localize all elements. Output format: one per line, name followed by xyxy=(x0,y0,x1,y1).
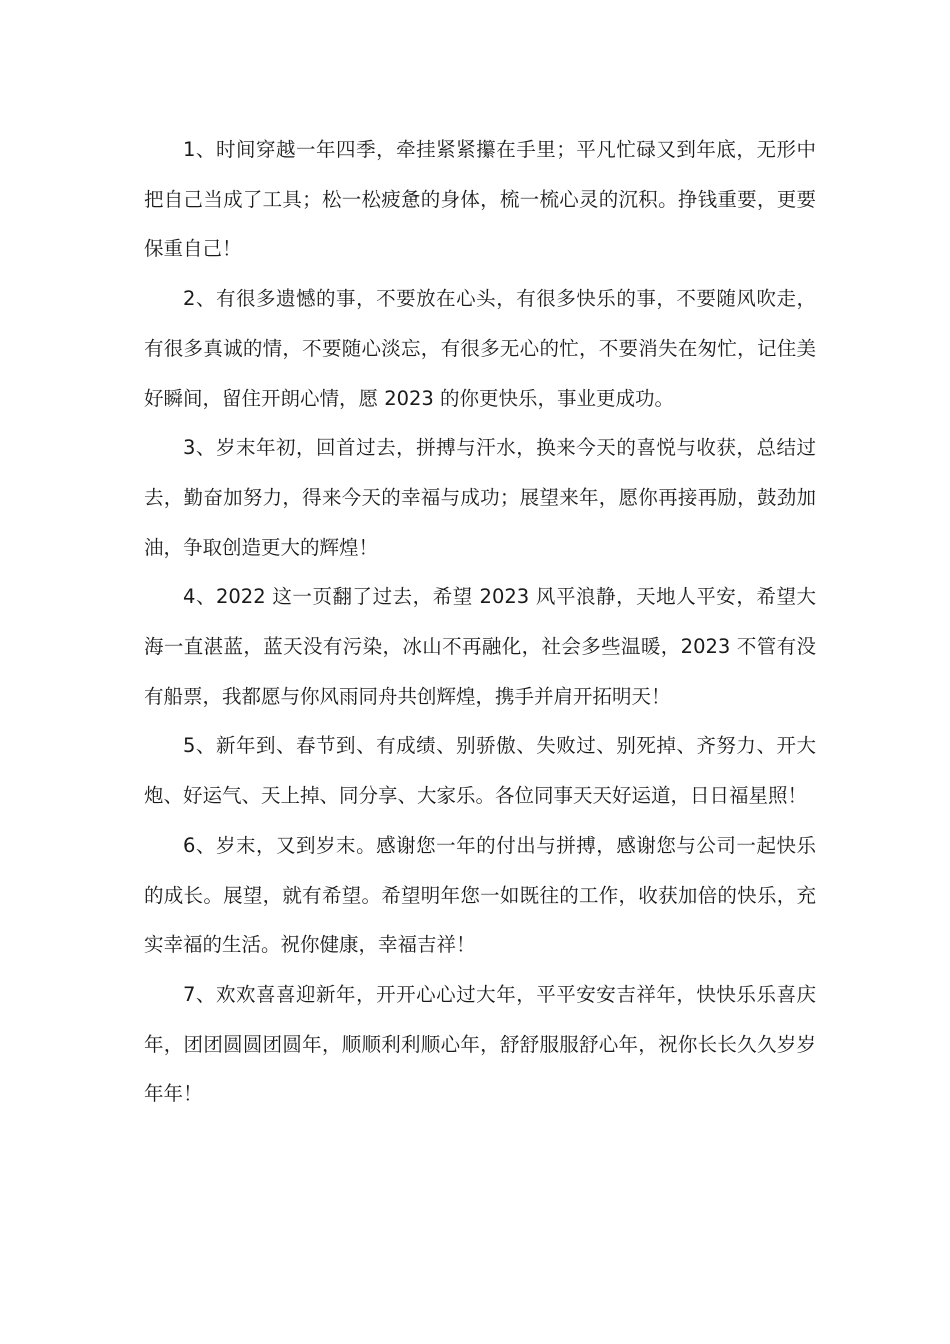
paragraph-1: 1、时间穿越一年四季，牵挂紧紧攥在手里；平凡忙碌又到年底，无形中把自己当成了工具；松一松疲惫的身体，梳一梳心灵的沉积。挣钱重要，更要保重自己！ xyxy=(144,138,816,261)
paragraph-2: 2、有很多遗憾的事，不要放在心头，有很多快乐的事，不要随风吹走，有很多真诚的情，不要随心淡忘，有很多无心的忙，不要消失在匆忙，记住美好瞬间，留住开朗心情，愿 2023 的你更快乐，事业更成功。 xyxy=(144,287,816,410)
paragraph-6: 6、岁末，又到岁末。感谢您一年的付出与拼搏，感谢您与公司一起快乐的成长。展望，就有希望。希望明年您一如既往的工作，收获加倍的快乐，充实幸福的生活。祝你健康，幸福吉祥！ xyxy=(144,833,816,957)
paragraph-3: 3、岁末年初，回首过去，拼搏与汗水，换来今天的喜悦与收获，总结过去，勤奋加努力，得来今天的幸福与成功；展望来年，愿你再接再励，鼓劲加油，争取创造更大的辉煌！ xyxy=(144,436,816,559)
paragraph-7: 7、欢欢喜喜迎新年，开开心心过大年，平平安安吉祥年，快快乐乐喜庆年，团团圆圆团圆年，顺顺利利顺心年，舒舒服服舒心年，祝你长长久久岁岁年年！ xyxy=(144,982,816,1106)
document-body xyxy=(144,125,816,1119)
paragraph-4: 4、2022 这一页翻了过去，希望 2023 风平浪静，天地人平安，希望大海一直湛蓝，蓝天没有污染，冰山不再融化，社会多些温暖，2023 不管有没有船票，我都愿与你风雨同舟共创辉煌，携手并肩开拓明天！ xyxy=(144,585,816,708)
paragraph-5: 5、新年到、春节到、有成绩、别骄傲、失败过、别死掉、齐努力、开大炮、好运气、天上掉、同分享、大家乐。各位同事天天好运道，日日福星照！ xyxy=(144,734,816,808)
